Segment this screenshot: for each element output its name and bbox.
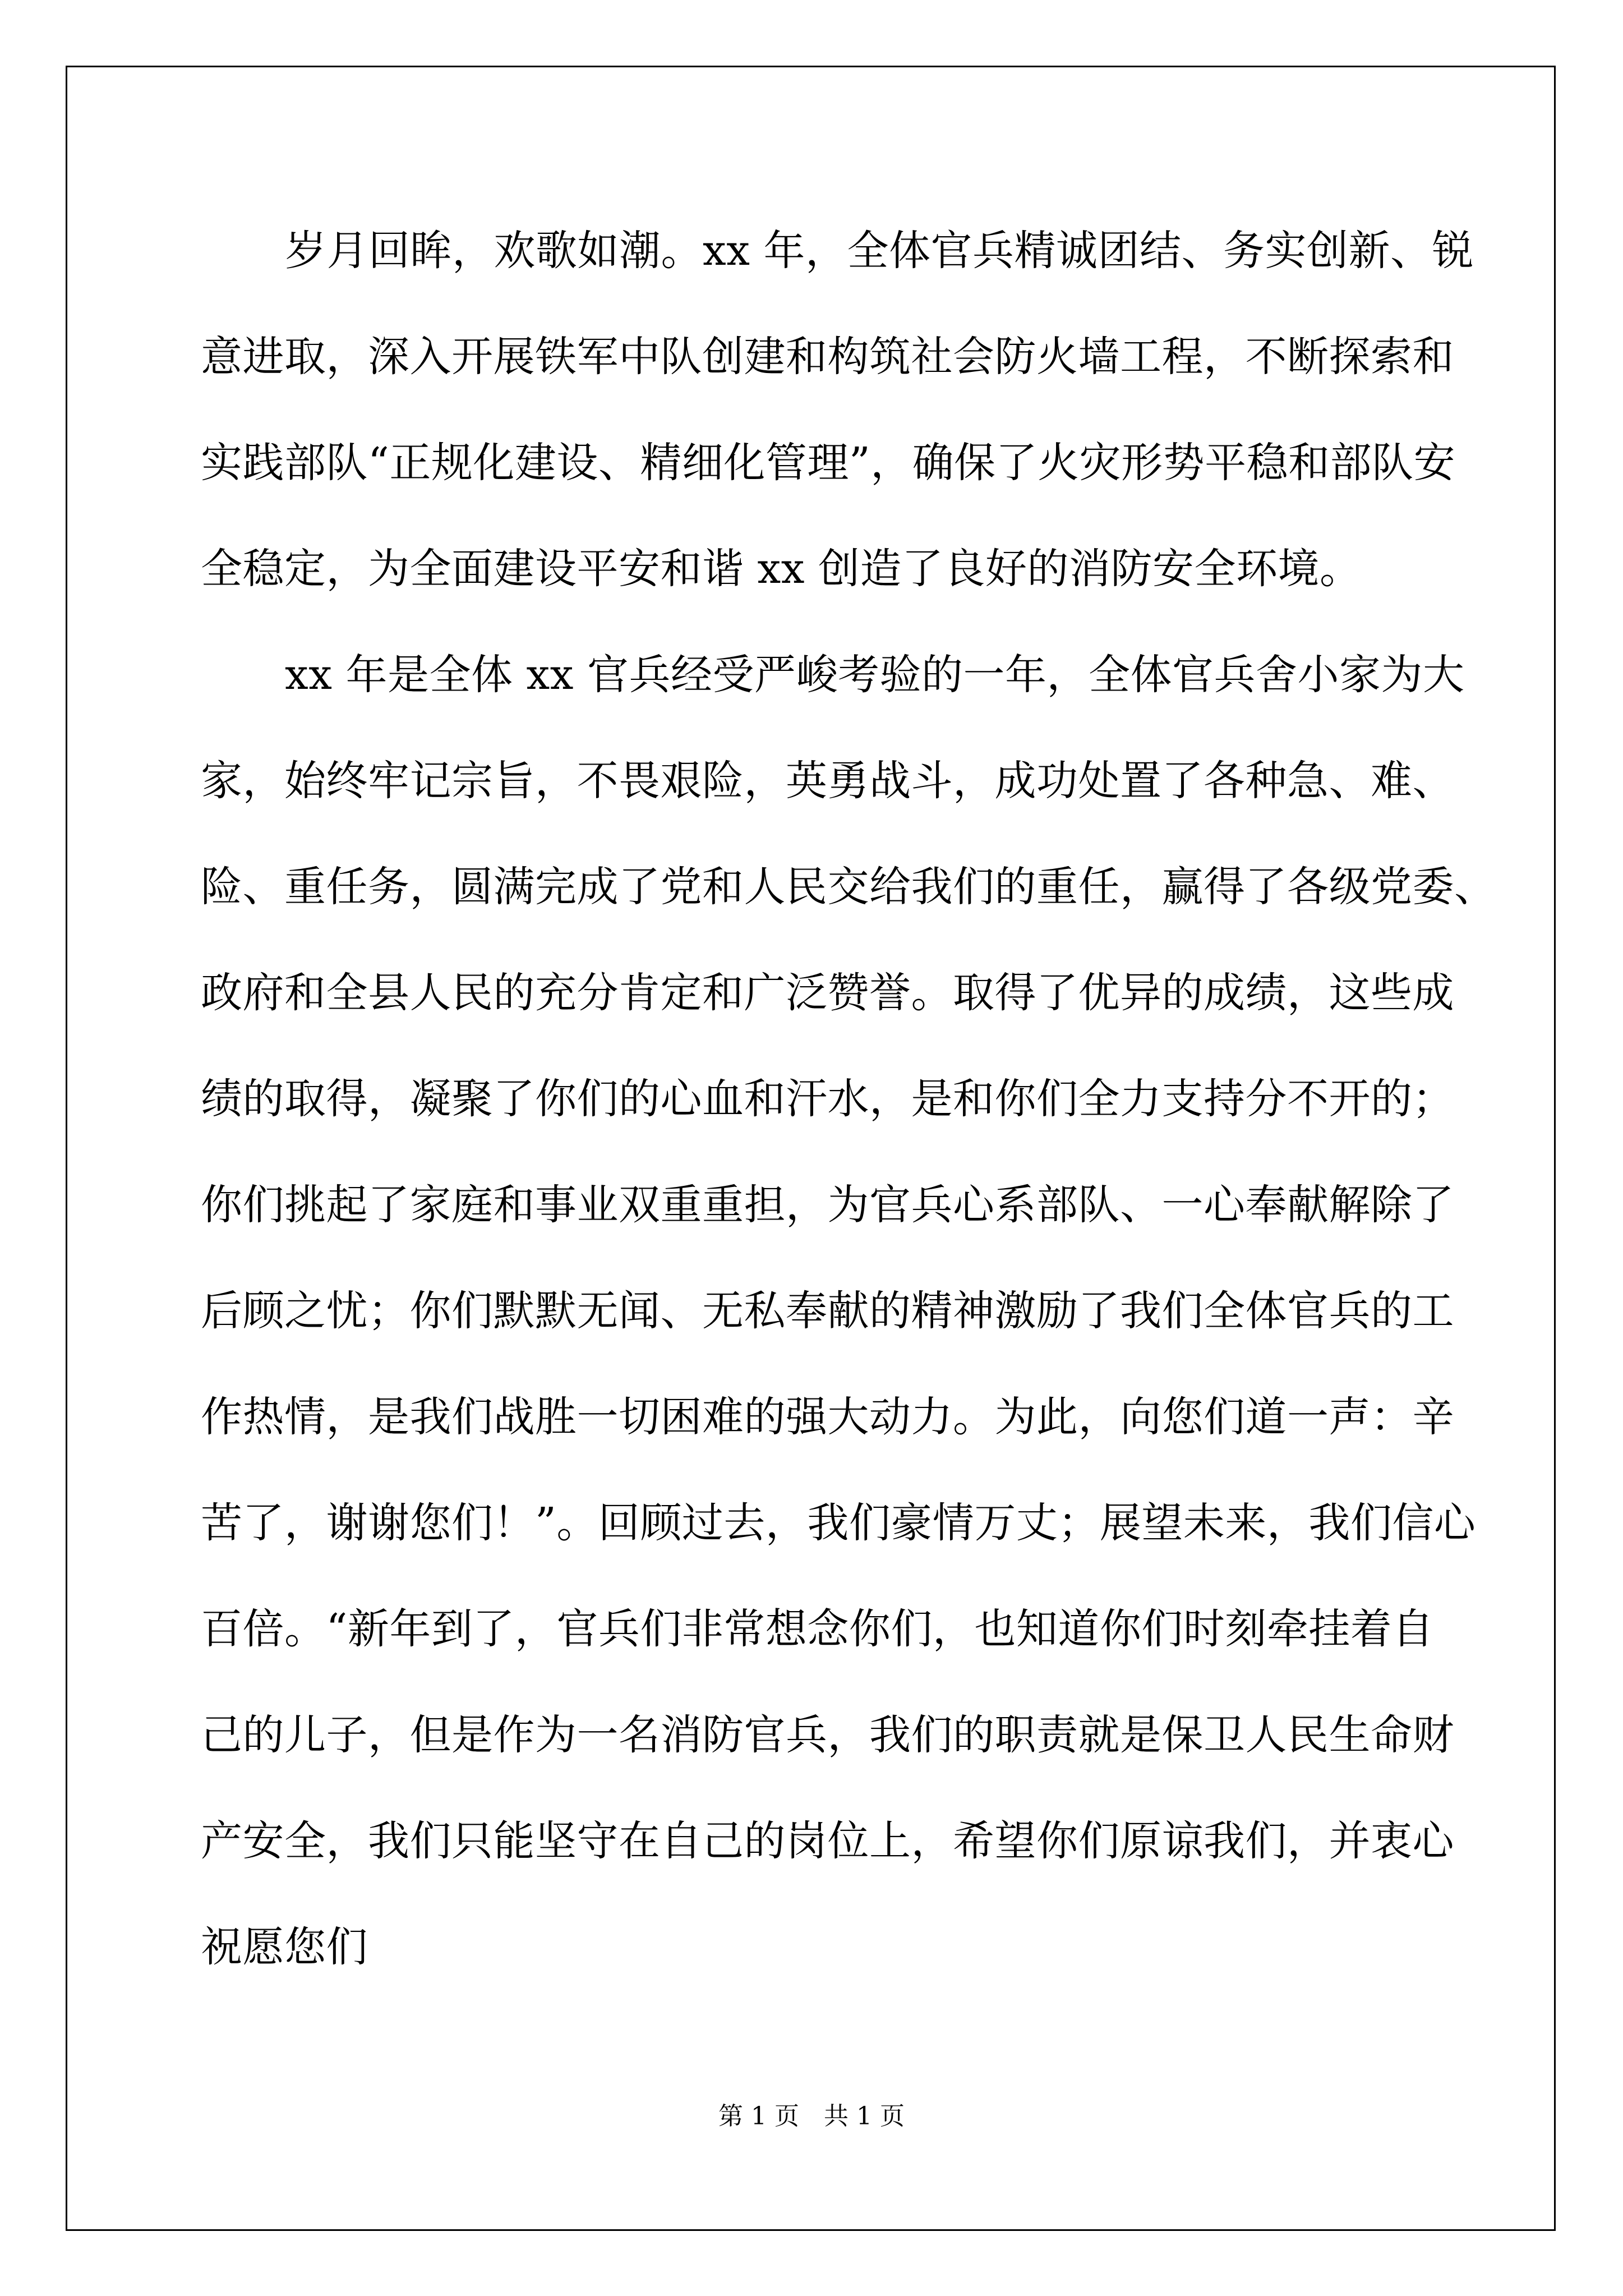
paragraph-2-line-6: 你们挑起了家庭和事业双重重担，为官兵心系部队、一心奉献解除了 [201, 1181, 1454, 1229]
paragraph-2-line-4: 政府和全县人民的充分肯定和广泛赞誉。取得了优异的成绩，这些成 [201, 969, 1454, 1017]
paragraph-2-line-7: 后顾之忧；你们默默无闻、无私奉献的精神激励了我们全体官兵的工 [201, 1287, 1454, 1335]
page-number-footer: 第 1 页 共 1 页 [718, 2102, 905, 2131]
paragraph-2-line-13: 祝愿您们 [201, 1923, 368, 1971]
paragraph-1-line-1: 岁月回眸，欢歌如潮。xx 年，全体官兵精诚团结、务实创新、锐 [285, 227, 1474, 275]
paragraph-2-line-11: 己的儿子，但是作为一名消防官兵，我们的职责就是保卫人民生命财 [201, 1711, 1454, 1759]
paragraph-2-line-1: xx 年是全体 xx 官兵经受严峻考验的一年，全体官兵舍小家为大 [285, 651, 1465, 699]
paragraph-2-line-12: 产安全，我们只能坚守在自己的岗位上，希望你们原谅我们，并衷心 [201, 1817, 1454, 1865]
page-frame [66, 66, 1556, 2231]
paragraph-2-line-10: 百倍。“新年到了，官兵们非常想念你们，也知道你们时刻牵挂着自 [201, 1605, 1434, 1653]
paragraph-2-line-2: 家，始终牢记宗旨，不畏艰险，英勇战斗，成功处置了各种急、难、 [201, 757, 1454, 805]
paragraph-1-line-4: 全稳定，为全面建设平安和谐 xx 创造了良好的消防安全环境。 [201, 545, 1362, 593]
paragraph-1-line-2: 意进取，深入开展铁军中队创建和构筑社会防火墙工程，不断探索和 [201, 333, 1454, 381]
paragraph-1-line-3: 实践部队“正规化建设、精细化管理”，确保了火灾形势平稳和部队安 [201, 439, 1456, 487]
paragraph-2-line-8: 作热情，是我们战胜一切困难的强大动力。为此，向您们道一声：辛 [201, 1393, 1454, 1441]
paragraph-2-line-3: 险、重任务，圆满完成了党和人民交给我们的重任，赢得了各级党委、 [201, 863, 1496, 911]
paragraph-2-line-5: 绩的取得，凝聚了你们的心血和汗水，是和你们全力支持分不开的； [201, 1075, 1454, 1123]
paragraph-2-line-9: 苦了，谢谢您们！”。回顾过去，我们豪情万丈；展望未来，我们信心 [201, 1499, 1476, 1547]
